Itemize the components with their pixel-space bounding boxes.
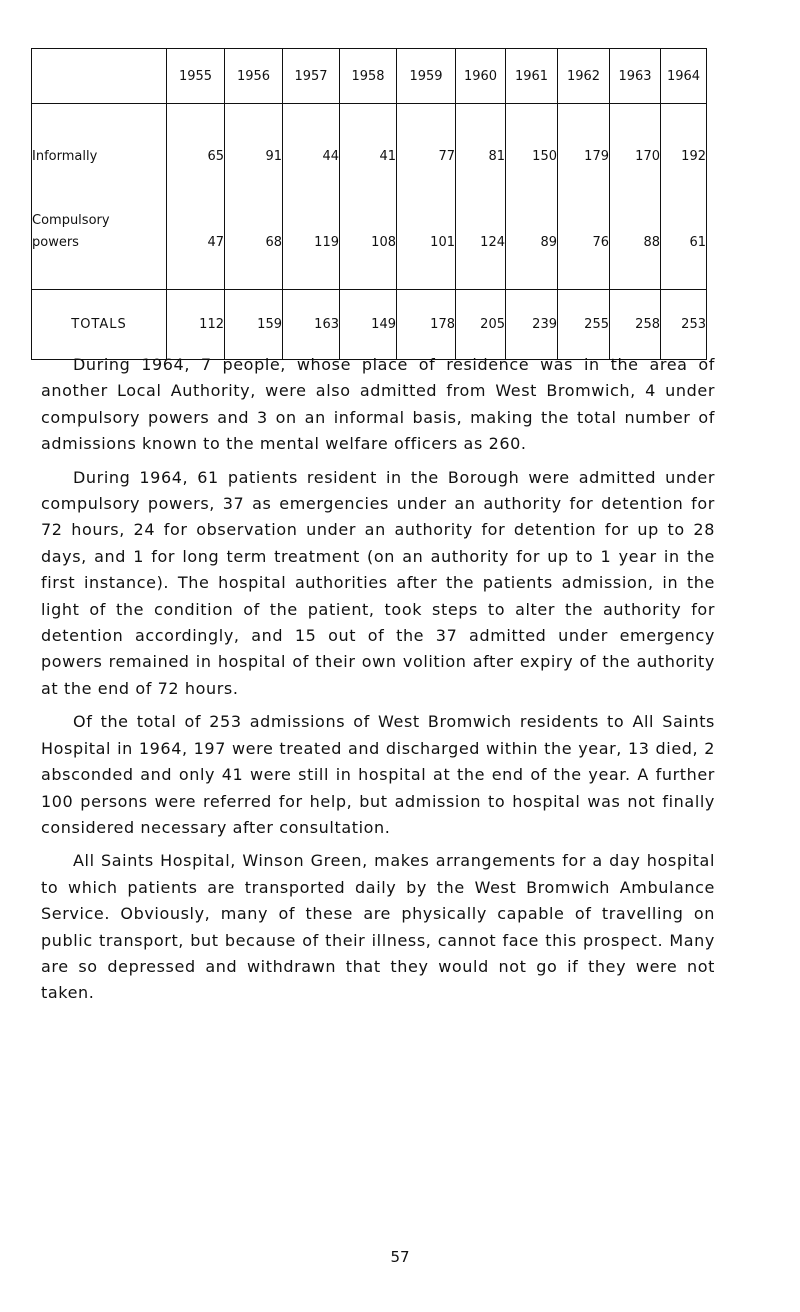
informal-value: 179 xyxy=(584,149,609,164)
compulsory-value: 88 xyxy=(643,235,660,250)
total-value: 159 xyxy=(225,290,283,360)
paragraph-non-residents: During 1964, 7 people, whose place of residence was in the area of another Local Authority, were also admitted from West Bromwich, 4 under compulsory powers and 3 on an informal basis, making the total number of admissions known to the mental welfare officers as 260. xyxy=(41,355,715,454)
compulsory-value: 68 xyxy=(265,235,282,250)
informal-value: 150 xyxy=(532,149,557,164)
year-header: 1959 xyxy=(397,49,456,104)
year-cell xyxy=(661,104,707,290)
informal-value: 77 xyxy=(438,149,455,164)
compulsory-value: 89 xyxy=(540,235,557,250)
year-cell xyxy=(167,104,225,290)
year-cell xyxy=(340,104,397,290)
body-text xyxy=(41,352,715,1014)
paragraph-day-hospital: All Saints Hospital, Winson Green, makes arrangements for a day hospital to which patients are transported daily by the West Bromwich Ambulance Service. Obviously, many of these are physically capable of travelling on public transport, but because of their illness, cannot face this prospect. Many are so depressed and withdrawn that they would not go if they were not taken. xyxy=(41,851,715,1003)
year-header: 1962 xyxy=(558,49,610,104)
total-value: 112 xyxy=(167,290,225,360)
compulsory-label-line1: Compulsory xyxy=(32,213,110,228)
compulsory-value: 119 xyxy=(314,235,339,250)
total-value: 258 xyxy=(610,290,661,360)
totals-label: TOTALS xyxy=(32,290,167,360)
admission-type-row xyxy=(32,104,707,290)
year-header: 1960 xyxy=(456,49,506,104)
year-header: 1955 xyxy=(167,49,225,104)
compulsory-value: 124 xyxy=(480,235,505,250)
year-cell xyxy=(610,104,661,290)
paragraph-all-saints-outcomes: Of the total of 253 admissions of West Bromwich residents to All Saints Hospital in 1964, 197 were treated and discharged within the year, 13 died, 2 absconded and only 41 were still in hospital at the end of the year. A further 100 persons were referred for help, but admission to hospital was not finally considered necessary after consultation. xyxy=(41,712,715,837)
compulsory-value: 47 xyxy=(207,235,224,250)
year-cell xyxy=(397,104,456,290)
totals-row xyxy=(32,290,707,360)
year-header: 1964 xyxy=(661,49,707,104)
compulsory-value: 61 xyxy=(689,235,706,250)
year-header: 1963 xyxy=(610,49,661,104)
year-header: 1956 xyxy=(225,49,283,104)
page-number: 57 xyxy=(390,1248,410,1266)
informal-value: 81 xyxy=(488,149,505,164)
year-cell xyxy=(456,104,506,290)
year-header: 1961 xyxy=(506,49,558,104)
informal-value: 170 xyxy=(635,149,660,164)
year-cell xyxy=(225,104,283,290)
total-value: 149 xyxy=(340,290,397,360)
year-cell xyxy=(506,104,558,290)
year-header: 1957 xyxy=(283,49,340,104)
total-value: 205 xyxy=(456,290,506,360)
total-value: 253 xyxy=(661,290,707,360)
total-value: 255 xyxy=(558,290,610,360)
informally-label: Informally xyxy=(32,149,98,164)
header-corner-cell xyxy=(32,49,167,104)
informal-value: 41 xyxy=(379,149,396,164)
informal-value: 65 xyxy=(207,149,224,164)
compulsory-value: 108 xyxy=(371,235,396,250)
compulsory-label-line2: powers xyxy=(32,235,79,250)
informal-value: 192 xyxy=(681,149,706,164)
year-header-row xyxy=(32,49,707,104)
informal-value: 91 xyxy=(265,149,282,164)
informal-value: 44 xyxy=(322,149,339,164)
compulsory-value: 101 xyxy=(430,235,455,250)
admissions-table xyxy=(31,48,707,360)
compulsory-value: 76 xyxy=(592,235,609,250)
total-value: 178 xyxy=(397,290,456,360)
year-header: 1958 xyxy=(340,49,397,104)
total-value: 163 xyxy=(283,290,340,360)
total-value: 239 xyxy=(506,290,558,360)
row-labels-cell xyxy=(32,104,167,290)
year-cell xyxy=(283,104,340,290)
year-cell xyxy=(558,104,610,290)
paragraph-compulsory-admissions: During 1964, 61 patients resident in the Borough were admitted under compulsory powers, 37 as emergencies under an authority for detention for 72 hours, 24 for observation under an authority for detention for up to 28 days, and 1 for long term treatment (on an authority for up to 1 year in the first instance). The hospital authorities after the patients admission, in the light of the condition of the patient, took steps to alter the authority for detention accordingly, and 15 out of the 37 admitted under emergency powers remained in hospital of their own volition after expiry of the authority at the end of 72 hours. xyxy=(41,467,715,698)
